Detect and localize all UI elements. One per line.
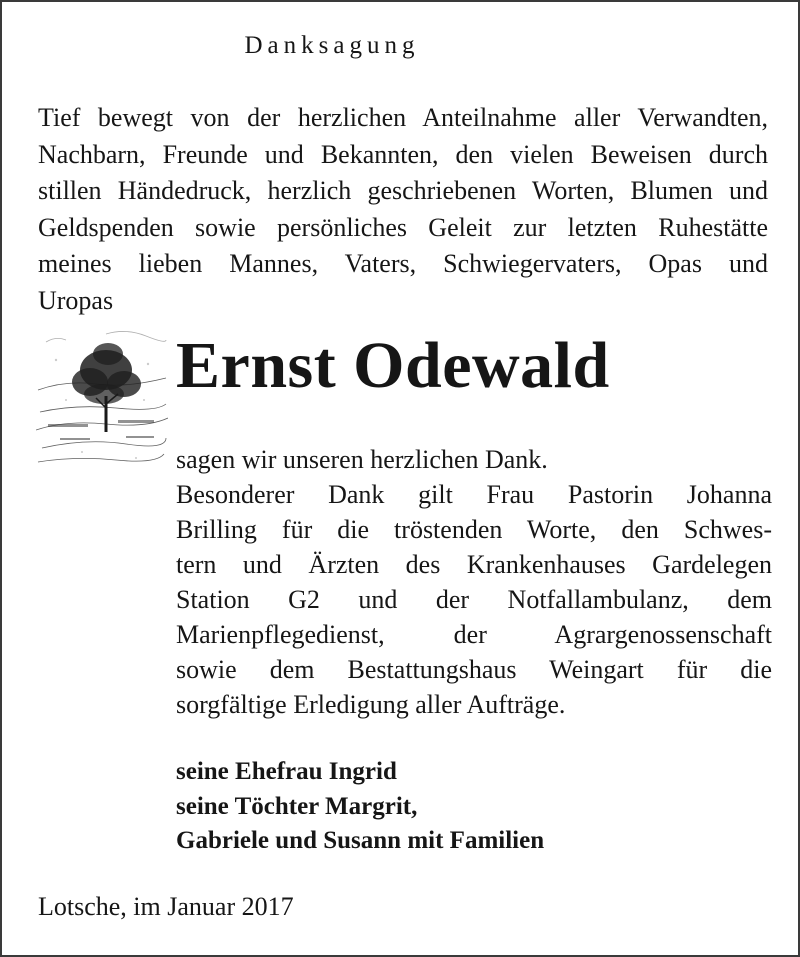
intro-line: stillen Händedruck, herzlich geschriebenen Worten, Blumen und	[38, 176, 768, 205]
body-line: tern und Ärzten des Krankenhauses Gardelegen	[176, 550, 772, 579]
intro-line: Geldspenden sowie persönliches Geleit zur letzten Ruhestätte	[38, 212, 768, 242]
body-line: Station G2 und der Notfallambulanz, dem	[176, 585, 772, 614]
place-date: Lotsche, im Januar 2017	[38, 892, 294, 921]
intro-line: Tief bewegt von der herzlichen Anteilnahme aller Verwandten,	[38, 103, 768, 132]
intro-paragraph	[38, 100, 768, 319]
body-line: Besonderer Dank gilt Frau Pastorin Johanna	[176, 480, 772, 509]
body-line: Marienpflegedienst, der Agrargenossenschaft	[176, 620, 772, 649]
signature-line: Gabriele und Susann mit Familien	[176, 827, 545, 854]
signature-block	[176, 755, 544, 859]
body-line: Brilling für die tröstenden Worte, den Schwes-	[176, 515, 772, 544]
signature-line: seine Ehefrau Ingrid	[176, 758, 397, 785]
intro-line: Uropas	[38, 285, 114, 315]
body-line: sorgfältige Erledigung aller Aufträge.	[176, 690, 566, 719]
body-line: sagen wir unseren herzlichen Dank.	[176, 445, 548, 474]
notice-heading: Danksagung	[244, 32, 420, 59]
tree-landscape-icon	[36, 320, 168, 472]
signature-line: seine Töchter Margrit,	[176, 792, 418, 820]
body-line: sowie dem Bestattungshaus Weingart für die	[176, 655, 772, 684]
body-paragraph	[176, 442, 772, 722]
deceased-name: Ernst Odewald	[176, 329, 610, 402]
intro-line: Nachbarn, Freunde und Bekannten, den vielen Beweisen durch	[38, 139, 768, 169]
intro-line: meines lieben Mannes, Vaters, Schwiegervaters, Opas und	[38, 249, 768, 278]
